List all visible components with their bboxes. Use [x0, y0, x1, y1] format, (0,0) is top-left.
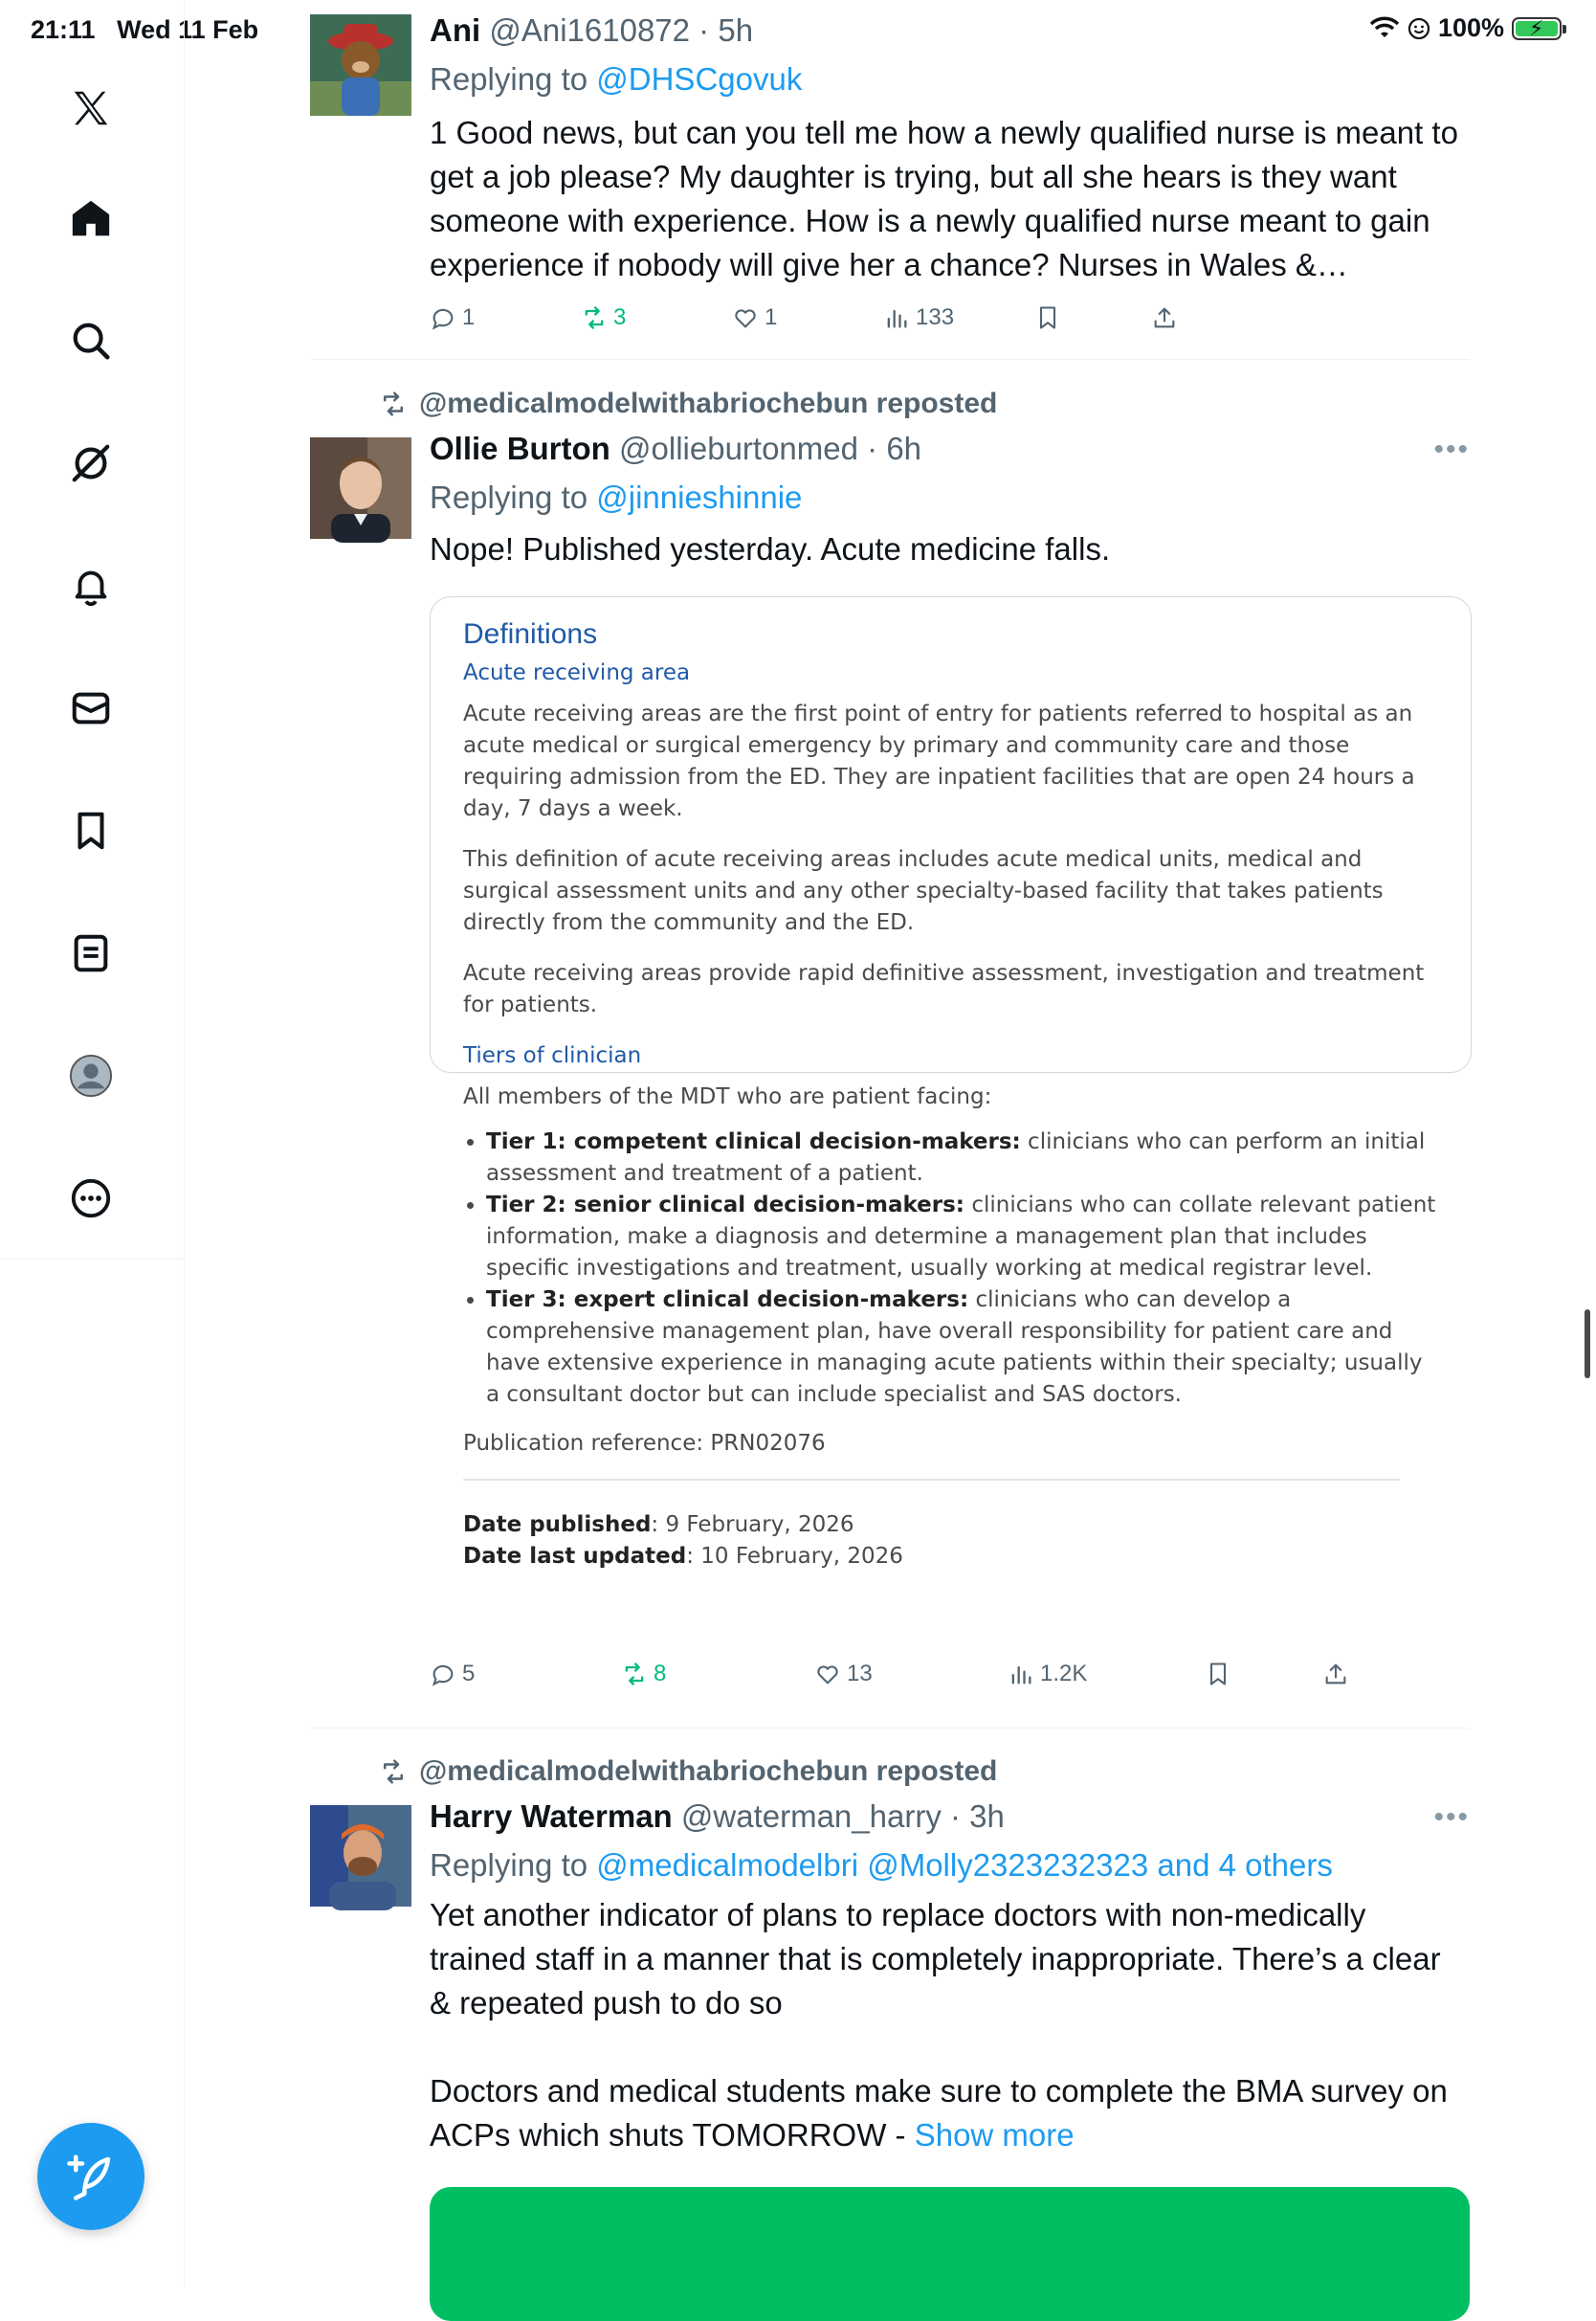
more-options-button[interactable]: •••: [1433, 434, 1470, 465]
tweet-separator: [310, 1728, 1470, 1729]
like-count: 13: [847, 1661, 873, 1686]
views-icon: [883, 304, 910, 331]
replying-to: [430, 56, 1470, 103]
more-icon[interactable]: [63, 1171, 119, 1226]
avatar-ollie-burton[interactable]: [310, 437, 411, 539]
replying-label: Replying to: [430, 1847, 597, 1883]
view-count: 133: [916, 304, 955, 330]
replying-to: [430, 474, 1470, 522]
reply-button[interactable]: [430, 304, 475, 331]
tweet-media-image[interactable]: [430, 596, 1472, 1569]
repost-count: 3: [613, 304, 627, 330]
x-logo-icon[interactable]: [63, 80, 119, 136]
document-screenshot: [431, 597, 1471, 1586]
tier-item: [486, 1190, 1438, 1284]
publication-reference: Publication reference: PRN02076: [463, 1431, 826, 1456]
replying-to: [430, 1841, 1470, 1889]
avatar-harry-waterman[interactable]: [310, 1805, 411, 1907]
repost-icon: [581, 304, 608, 331]
repost-context[interactable]: [379, 388, 997, 420]
share-icon: [1151, 304, 1178, 331]
tier-title: Tier 2: senior clinical decision-makers:: [486, 1193, 965, 1217]
tweet-time[interactable]: 3h: [969, 1798, 1005, 1834]
heart-icon: [732, 304, 759, 331]
replying-to-link[interactable]: @DHSCgovuk: [596, 61, 803, 97]
repost-button[interactable]: [581, 304, 626, 331]
reply-count: 1: [462, 304, 476, 330]
date-published-label: Date published: [463, 1512, 652, 1537]
list-icon[interactable]: [63, 926, 119, 981]
doc-paragraph: This definition of acute receiving areas includes acute medical units, medical and surgical assessment units and any other specialty-based facility that takes patients directly from the community and the ED.: [463, 847, 1384, 935]
mail-icon[interactable]: [63, 681, 119, 736]
bookmark-button[interactable]: [1034, 304, 1061, 331]
replying-to-link[interactable]: @medicalmodelbri @Molly2323232323 and 4 others: [596, 1847, 1333, 1883]
battery-charging-icon: ⚡: [1512, 17, 1562, 40]
tier-item: [486, 1284, 1438, 1411]
grok-icon[interactable]: [63, 435, 119, 491]
bookmark-icon: [1205, 1661, 1231, 1687]
tweet-separator: [310, 359, 1470, 360]
more-options-button[interactable]: •••: [1433, 1801, 1470, 1833]
repost-button[interactable]: [621, 1661, 666, 1687]
status-clock: 21:11: [31, 15, 96, 44]
replying-to-link[interactable]: @jinnieshinnie: [596, 480, 803, 515]
compose-button[interactable]: [37, 2123, 144, 2230]
tier-text: clinicians who can develop a comprehensive management plan, have overall responsibility for patient care and have extensive experience in managing acute patients within their specialty; usually a consultant doctor but can include specialist and SAS doctors.: [486, 1287, 1423, 1407]
author-name[interactable]: Ani: [430, 12, 481, 48]
reply-button[interactable]: [430, 1661, 475, 1687]
battery-percent: 100%: [1437, 13, 1504, 42]
like-count: 1: [765, 304, 778, 330]
tweet-text: Yet another indicator of plans to replace doctors with non-medically trained staff in a manner that is completely inappropriate. There’s a clear & repeated push to do so: [430, 1897, 1441, 2020]
doc-paragraph: All members of the MDT who are patient facing:: [463, 1084, 992, 1109]
author-handle[interactable]: @Ani1610872: [489, 12, 691, 48]
search-icon[interactable]: [63, 313, 119, 368]
bookmark-button[interactable]: [1205, 1661, 1231, 1687]
reply-count: 5: [462, 1661, 476, 1686]
feather-plus-icon: [65, 2151, 117, 2202]
doc-heading: Definitions: [463, 618, 598, 650]
author-handle[interactable]: @waterman_harry: [680, 1798, 942, 1834]
views-button[interactable]: [883, 304, 954, 331]
like-button[interactable]: [814, 1661, 873, 1687]
profile-avatar-icon[interactable]: [63, 1048, 119, 1104]
replying-label: Replying to: [430, 480, 597, 515]
tweet-header: Harry Waterman @waterman_harry · 3h: [430, 1798, 1005, 1834]
bookmark-icon[interactable]: [63, 803, 119, 859]
reply-icon: [430, 1661, 456, 1687]
author-name[interactable]: Harry Waterman: [430, 1798, 673, 1834]
doc-divider: [463, 1479, 1400, 1481]
sidebar-divider: [0, 1259, 184, 1260]
views-button[interactable]: [1008, 1661, 1087, 1687]
show-more-link[interactable]: Show more: [914, 2117, 1075, 2153]
tier-title: Tier 1: competent clinical decision-makers:: [486, 1129, 1021, 1154]
tweet-media-card[interactable]: [430, 2187, 1470, 2321]
author-handle[interactable]: @ollieburtonmed: [619, 431, 858, 466]
avatar-ani[interactable]: [310, 14, 411, 116]
reply-icon: [430, 304, 456, 331]
date-updated-value: : 10 February, 2026: [686, 1544, 903, 1569]
share-button[interactable]: [1151, 304, 1178, 331]
tweet-header: Ani @Ani1610872 · 5h: [430, 12, 754, 48]
like-button[interactable]: [732, 304, 777, 331]
tweet-text: 1 Good news, but can you tell me how a newly qualified nurse is meant to get a job please? My daughter is trying, but all she hears is they want someone with experience. How is a newly qualified nurse meant to gain experience if nobody will give her a chance? Nurses in Wales &…: [430, 115, 1458, 282]
doc-paragraph: Acute receiving areas are the first point of entry for patients referred to hospital as an acute medical or surgical emergency by primary and community care and those requiring admission from the ED. They are inpatient facilities that are open 24 hours a day, 7 days a week.: [463, 702, 1415, 821]
bookmark-icon: [1034, 304, 1061, 331]
status-date: Wed 11 Feb: [117, 15, 259, 44]
home-icon[interactable]: [63, 190, 119, 246]
view-count: 1.2K: [1040, 1661, 1088, 1686]
date-published-value: : 9 February, 2026: [651, 1512, 854, 1537]
tiers-list: [463, 1127, 1438, 1411]
tweet-text-part: Doctors and medical students make sure to complete the BMA survey on ACPs which shuts TOMORROW -: [430, 2073, 1448, 2153]
doc-subheading: Tiers of clinician: [463, 1043, 642, 1068]
tweet-time[interactable]: 6h: [886, 431, 922, 466]
sidebar: [0, 0, 185, 2286]
tweet-header: Ollie Burton @ollieburtonmed · 6h: [430, 431, 922, 466]
views-icon: [1008, 1661, 1034, 1687]
scrollbar[interactable]: [1585, 1309, 1590, 1378]
doc-subheading: Acute receiving area: [463, 660, 691, 685]
repost-label: @medicalmodelwithabriochebun reposted: [419, 388, 998, 419]
tweet-actions: [430, 1661, 1470, 1703]
tweet-time[interactable]: 5h: [718, 12, 754, 48]
repost-small-icon: [379, 390, 408, 418]
share-icon: [1322, 1661, 1349, 1687]
tweet-text: Nope! Published yesterday. Acute medicine falls.: [430, 531, 1111, 567]
author-name[interactable]: Ollie Burton: [430, 431, 610, 466]
repost-count: 8: [654, 1661, 667, 1686]
doc-paragraph: Acute receiving areas provide rapid definitive assessment, investigation and treatment for patients.: [463, 961, 1425, 1017]
repost-label: @medicalmodelwithabriochebun reposted: [419, 1755, 998, 1787]
repost-context[interactable]: [379, 1755, 997, 1788]
date-updated-label: Date last updated: [463, 1544, 687, 1569]
tweet-text-continued: [430, 2069, 1470, 2157]
replying-label: Replying to: [430, 61, 597, 97]
bell-icon[interactable]: [63, 558, 119, 614]
share-button[interactable]: [1322, 1661, 1349, 1687]
repost-small-icon: [379, 1757, 408, 1786]
tier-text: clinicians who can collate relevant patient information, make a diagnosis and determine a management plan that includes specific investigations and treatment, usually working at medical registrar level.: [486, 1193, 1436, 1281]
date-updated: [463, 1541, 1438, 1573]
repost-icon: [621, 1661, 648, 1687]
tier-item: [486, 1127, 1438, 1190]
heart-icon: [814, 1661, 841, 1687]
date-published: [463, 1509, 1438, 1541]
tier-title: Tier 3: expert clinical decision-makers:: [486, 1287, 969, 1312]
tweet-actions: [430, 304, 1470, 346]
tier-text: clinicians who can perform an initial assessment and treatment of a patient.: [486, 1129, 1426, 1186]
